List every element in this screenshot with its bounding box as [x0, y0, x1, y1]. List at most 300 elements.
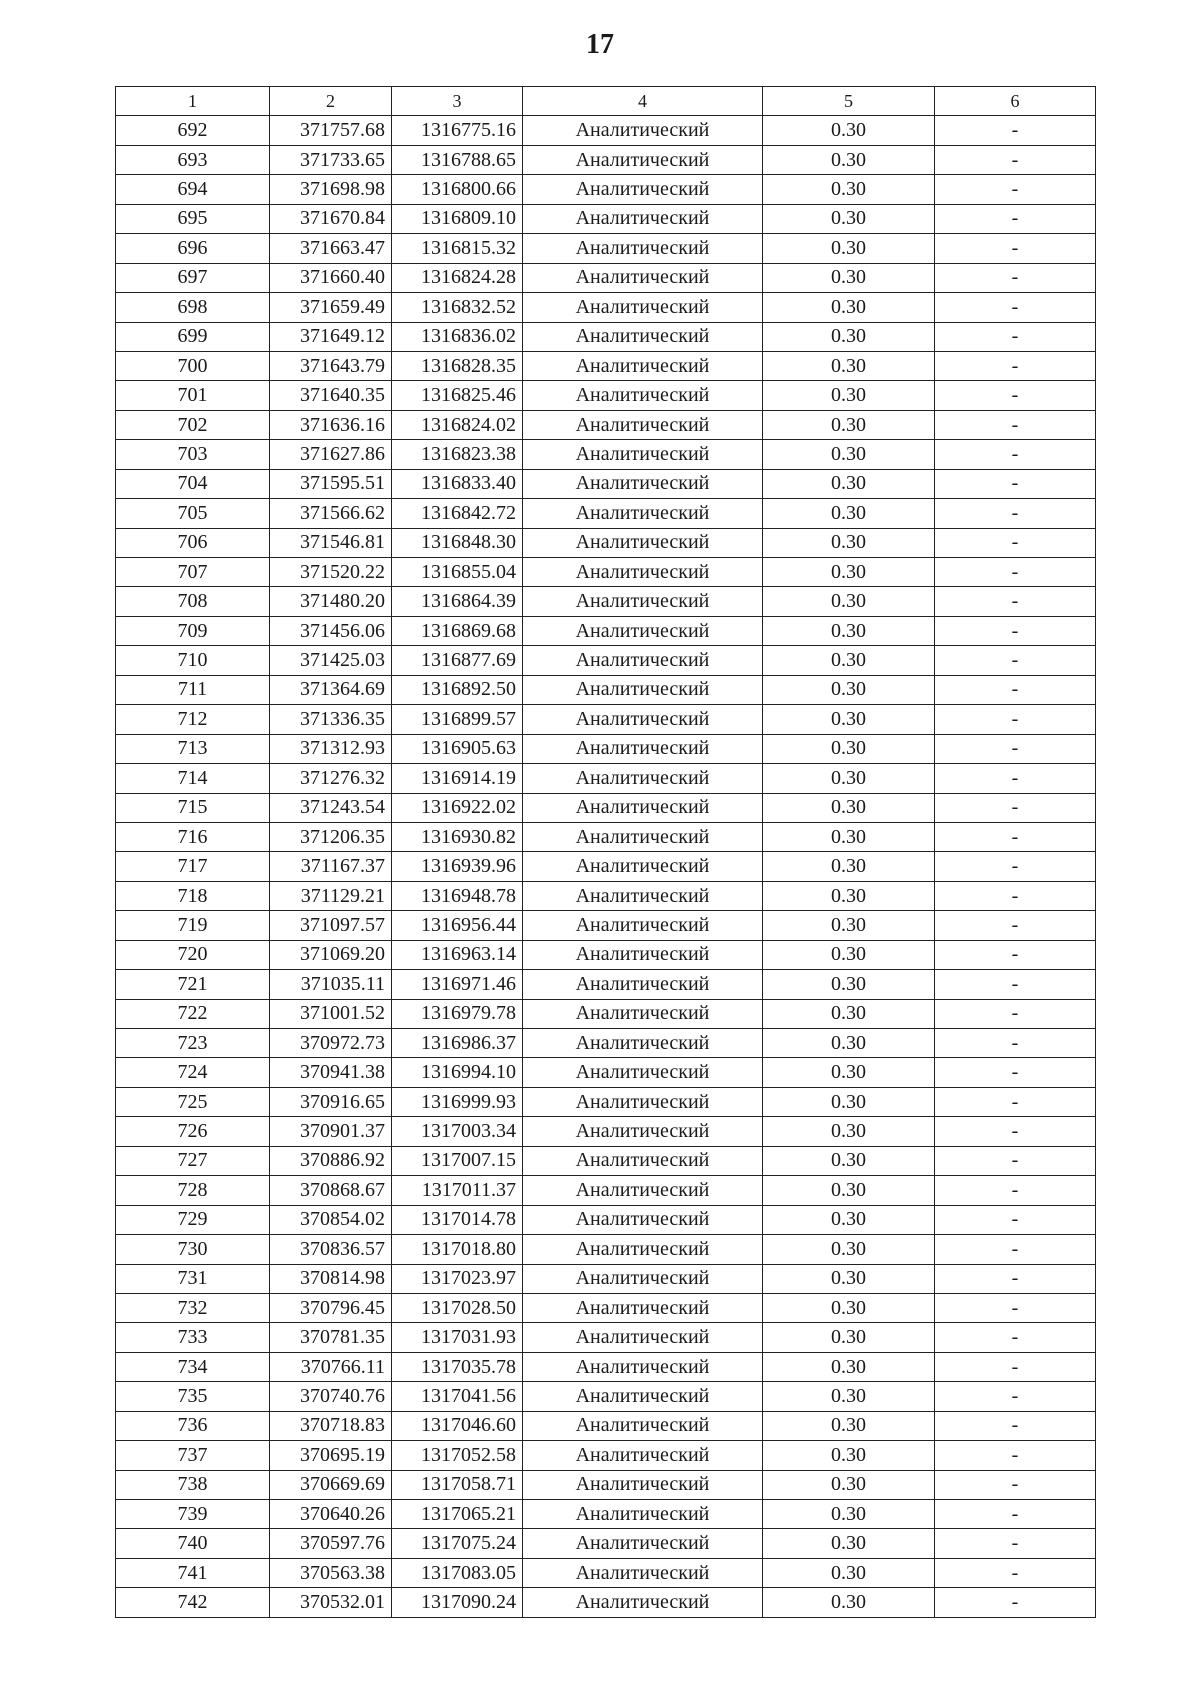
- table-row: [116, 852, 1096, 881]
- cell-x-coordinate: 371659.49: [270, 293, 392, 322]
- cell-point-number: 699: [116, 322, 270, 351]
- page-number: 17: [586, 29, 614, 60]
- table-row: [116, 1352, 1096, 1381]
- cell-y-coordinate: 1316775.16: [392, 116, 523, 145]
- cell-accuracy: 0.30: [763, 145, 935, 174]
- cell-y-coordinate: 1316971.46: [392, 970, 523, 999]
- cell-y-coordinate: 1316828.35: [392, 351, 523, 380]
- table-row: [116, 263, 1096, 292]
- cell-accuracy: 0.30: [763, 293, 935, 322]
- cell-accuracy: 0.30: [763, 175, 935, 204]
- cell-point-number: 730: [116, 1235, 270, 1264]
- cell-x-coordinate: 371660.40: [270, 263, 392, 292]
- cell-point-number: 721: [116, 970, 270, 999]
- cell-x-coordinate: 371627.86: [270, 440, 392, 469]
- table-row: [116, 1293, 1096, 1322]
- table-row: [116, 381, 1096, 410]
- cell-accuracy: 0.30: [763, 793, 935, 822]
- table-row: [116, 1264, 1096, 1293]
- cell-x-coordinate: 370781.35: [270, 1323, 392, 1352]
- cell-point-number: 706: [116, 528, 270, 557]
- table-row: [116, 675, 1096, 704]
- cell-note: -: [935, 587, 1096, 616]
- cell-method: Аналитический: [523, 1529, 763, 1558]
- cell-x-coordinate: 370814.98: [270, 1264, 392, 1293]
- cell-note: -: [935, 528, 1096, 557]
- cell-point-number: 701: [116, 381, 270, 410]
- cell-point-number: 702: [116, 410, 270, 439]
- header-cell-4: 4: [523, 87, 763, 116]
- cell-point-number: 698: [116, 293, 270, 322]
- cell-method: Аналитический: [523, 1176, 763, 1205]
- cell-accuracy: 0.30: [763, 499, 935, 528]
- cell-accuracy: 0.30: [763, 1588, 935, 1617]
- cell-x-coordinate: 371035.11: [270, 970, 392, 999]
- cell-method: Аналитический: [523, 1029, 763, 1058]
- cell-y-coordinate: 1316914.19: [392, 764, 523, 793]
- cell-note: -: [935, 1323, 1096, 1352]
- cell-x-coordinate: 370563.38: [270, 1558, 392, 1587]
- cell-note: -: [935, 852, 1096, 881]
- cell-x-coordinate: 371276.32: [270, 764, 392, 793]
- cell-method: Аналитический: [523, 1500, 763, 1529]
- table-row: [116, 410, 1096, 439]
- cell-accuracy: 0.30: [763, 1293, 935, 1322]
- cell-y-coordinate: 1316788.65: [392, 145, 523, 174]
- cell-y-coordinate: 1316823.38: [392, 440, 523, 469]
- table-row: [116, 1441, 1096, 1470]
- table-row: [116, 116, 1096, 145]
- cell-note: -: [935, 940, 1096, 969]
- cell-y-coordinate: 1316832.52: [392, 293, 523, 322]
- cell-y-coordinate: 1316986.37: [392, 1029, 523, 1058]
- cell-accuracy: 0.30: [763, 410, 935, 439]
- cell-point-number: 715: [116, 793, 270, 822]
- table-row: [116, 1087, 1096, 1116]
- cell-method: Аналитический: [523, 646, 763, 675]
- cell-point-number: 740: [116, 1529, 270, 1558]
- cell-note: -: [935, 263, 1096, 292]
- cell-method: Аналитический: [523, 793, 763, 822]
- cell-x-coordinate: 371757.68: [270, 116, 392, 145]
- cell-point-number: 696: [116, 234, 270, 263]
- table-row: [116, 587, 1096, 616]
- cell-x-coordinate: 371636.16: [270, 410, 392, 439]
- cell-point-number: 732: [116, 1293, 270, 1322]
- cell-note: -: [935, 881, 1096, 910]
- cell-note: -: [935, 822, 1096, 851]
- cell-accuracy: 0.30: [763, 1117, 935, 1146]
- cell-note: -: [935, 1293, 1096, 1322]
- cell-y-coordinate: 1316864.39: [392, 587, 523, 616]
- cell-y-coordinate: 1316948.78: [392, 881, 523, 910]
- cell-point-number: 718: [116, 881, 270, 910]
- cell-accuracy: 0.30: [763, 1352, 935, 1381]
- cell-x-coordinate: 370669.69: [270, 1470, 392, 1499]
- cell-note: -: [935, 499, 1096, 528]
- cell-x-coordinate: 371243.54: [270, 793, 392, 822]
- cell-note: -: [935, 381, 1096, 410]
- cell-method: Аналитический: [523, 410, 763, 439]
- cell-accuracy: 0.30: [763, 1058, 935, 1087]
- cell-accuracy: 0.30: [763, 558, 935, 587]
- cell-x-coordinate: 370854.02: [270, 1205, 392, 1234]
- cell-accuracy: 0.30: [763, 734, 935, 763]
- cell-point-number: 714: [116, 764, 270, 793]
- cell-note: -: [935, 1470, 1096, 1499]
- cell-y-coordinate: 1317083.05: [392, 1558, 523, 1587]
- table-row: [116, 940, 1096, 969]
- table-row: [116, 1205, 1096, 1234]
- cell-method: Аналитический: [523, 175, 763, 204]
- table-row: [116, 881, 1096, 910]
- cell-point-number: 708: [116, 587, 270, 616]
- cell-y-coordinate: 1316825.46: [392, 381, 523, 410]
- cell-method: Аналитический: [523, 351, 763, 380]
- cell-method: Аналитический: [523, 1323, 763, 1352]
- table-row: [116, 558, 1096, 587]
- cell-point-number: 720: [116, 940, 270, 969]
- cell-note: -: [935, 705, 1096, 734]
- cell-accuracy: 0.30: [763, 1264, 935, 1293]
- cell-note: -: [935, 1529, 1096, 1558]
- cell-accuracy: 0.30: [763, 587, 935, 616]
- cell-note: -: [935, 999, 1096, 1028]
- cell-x-coordinate: 371640.35: [270, 381, 392, 410]
- cell-y-coordinate: 1317090.24: [392, 1588, 523, 1617]
- cell-accuracy: 0.30: [763, 822, 935, 851]
- cell-method: Аналитический: [523, 999, 763, 1028]
- cell-point-number: 694: [116, 175, 270, 204]
- cell-method: Аналитический: [523, 440, 763, 469]
- cell-method: Аналитический: [523, 204, 763, 233]
- cell-method: Аналитический: [523, 1235, 763, 1264]
- cell-method: Аналитический: [523, 1264, 763, 1293]
- cell-point-number: 729: [116, 1205, 270, 1234]
- cell-y-coordinate: 1317023.97: [392, 1264, 523, 1293]
- cell-note: -: [935, 646, 1096, 675]
- cell-y-coordinate: 1316869.68: [392, 616, 523, 645]
- cell-y-coordinate: 1317035.78: [392, 1352, 523, 1381]
- cell-y-coordinate: 1317075.24: [392, 1529, 523, 1558]
- cell-point-number: 734: [116, 1352, 270, 1381]
- cell-accuracy: 0.30: [763, 1470, 935, 1499]
- cell-method: Аналитический: [523, 1205, 763, 1234]
- cell-x-coordinate: 371167.37: [270, 852, 392, 881]
- cell-method: Аналитический: [523, 1352, 763, 1381]
- header-cell-1: 1: [116, 87, 270, 116]
- cell-accuracy: 0.30: [763, 1441, 935, 1470]
- cell-point-number: 711: [116, 675, 270, 704]
- cell-point-number: 719: [116, 911, 270, 940]
- cell-y-coordinate: 1316999.93: [392, 1087, 523, 1116]
- cell-y-coordinate: 1316994.10: [392, 1058, 523, 1087]
- cell-accuracy: 0.30: [763, 469, 935, 498]
- cell-point-number: 716: [116, 822, 270, 851]
- table-row: [116, 1176, 1096, 1205]
- cell-method: Аналитический: [523, 822, 763, 851]
- cell-x-coordinate: 370868.67: [270, 1176, 392, 1205]
- cell-point-number: 717: [116, 852, 270, 881]
- table-row: [116, 1382, 1096, 1411]
- table-row: [116, 646, 1096, 675]
- cell-x-coordinate: 371480.20: [270, 587, 392, 616]
- cell-x-coordinate: 371001.52: [270, 999, 392, 1028]
- table-header: [116, 87, 1096, 116]
- cell-x-coordinate: 370640.26: [270, 1500, 392, 1529]
- cell-y-coordinate: 1316963.14: [392, 940, 523, 969]
- cell-point-number: 712: [116, 705, 270, 734]
- cell-accuracy: 0.30: [763, 1323, 935, 1352]
- cell-note: -: [935, 293, 1096, 322]
- cell-y-coordinate: 1316815.32: [392, 234, 523, 263]
- cell-accuracy: 0.30: [763, 1558, 935, 1587]
- cell-x-coordinate: 370597.76: [270, 1529, 392, 1558]
- cell-method: Аналитический: [523, 675, 763, 704]
- cell-point-number: 704: [116, 469, 270, 498]
- table-row: [116, 204, 1096, 233]
- cell-method: Аналитический: [523, 1087, 763, 1116]
- cell-method: Аналитический: [523, 1558, 763, 1587]
- header-cell-6: 6: [935, 87, 1096, 116]
- cell-x-coordinate: 371312.93: [270, 734, 392, 763]
- cell-y-coordinate: 1317014.78: [392, 1205, 523, 1234]
- cell-accuracy: 0.30: [763, 1176, 935, 1205]
- cell-method: Аналитический: [523, 1146, 763, 1175]
- cell-y-coordinate: 1316809.10: [392, 204, 523, 233]
- cell-note: -: [935, 1058, 1096, 1087]
- cell-note: -: [935, 204, 1096, 233]
- cell-note: -: [935, 1146, 1096, 1175]
- cell-y-coordinate: 1317058.71: [392, 1470, 523, 1499]
- cell-point-number: 727: [116, 1146, 270, 1175]
- cell-point-number: 707: [116, 558, 270, 587]
- cell-point-number: 733: [116, 1323, 270, 1352]
- cell-accuracy: 0.30: [763, 381, 935, 410]
- cell-y-coordinate: 1317007.15: [392, 1146, 523, 1175]
- cell-point-number: 693: [116, 145, 270, 174]
- cell-note: -: [935, 970, 1096, 999]
- cell-y-coordinate: 1316892.50: [392, 675, 523, 704]
- header-cell-2: 2: [270, 87, 392, 116]
- cell-x-coordinate: 371546.81: [270, 528, 392, 557]
- cell-accuracy: 0.30: [763, 616, 935, 645]
- cell-note: -: [935, 1235, 1096, 1264]
- cell-note: -: [935, 1087, 1096, 1116]
- cell-y-coordinate: 1317011.37: [392, 1176, 523, 1205]
- cell-y-coordinate: 1316800.66: [392, 175, 523, 204]
- cell-point-number: 736: [116, 1411, 270, 1440]
- cell-x-coordinate: 370886.92: [270, 1146, 392, 1175]
- cell-point-number: 742: [116, 1588, 270, 1617]
- cell-accuracy: 0.30: [763, 1146, 935, 1175]
- cell-y-coordinate: 1316877.69: [392, 646, 523, 675]
- table-row: [116, 293, 1096, 322]
- cell-y-coordinate: 1316833.40: [392, 469, 523, 498]
- cell-accuracy: 0.30: [763, 646, 935, 675]
- cell-point-number: 726: [116, 1117, 270, 1146]
- cell-y-coordinate: 1316855.04: [392, 558, 523, 587]
- table-row: [116, 1235, 1096, 1264]
- cell-x-coordinate: 371670.84: [270, 204, 392, 233]
- cell-x-coordinate: 370941.38: [270, 1058, 392, 1087]
- cell-accuracy: 0.30: [763, 940, 935, 969]
- cell-note: -: [935, 1205, 1096, 1234]
- cell-accuracy: 0.30: [763, 999, 935, 1028]
- cell-x-coordinate: 371733.65: [270, 145, 392, 174]
- header-cell-3: 3: [392, 87, 523, 116]
- cell-x-coordinate: 370695.19: [270, 1441, 392, 1470]
- cell-x-coordinate: 371649.12: [270, 322, 392, 351]
- cell-point-number: 737: [116, 1441, 270, 1470]
- cell-accuracy: 0.30: [763, 1029, 935, 1058]
- cell-y-coordinate: 1316922.02: [392, 793, 523, 822]
- cell-y-coordinate: 1316842.72: [392, 499, 523, 528]
- table-row: [116, 499, 1096, 528]
- cell-method: Аналитический: [523, 1382, 763, 1411]
- cell-y-coordinate: 1317041.56: [392, 1382, 523, 1411]
- cell-method: Аналитический: [523, 1588, 763, 1617]
- cell-accuracy: 0.30: [763, 440, 935, 469]
- cell-x-coordinate: 371643.79: [270, 351, 392, 380]
- cell-method: Аналитический: [523, 881, 763, 910]
- cell-accuracy: 0.30: [763, 852, 935, 881]
- table-row: [116, 351, 1096, 380]
- cell-x-coordinate: 370796.45: [270, 1293, 392, 1322]
- cell-accuracy: 0.30: [763, 528, 935, 557]
- cell-accuracy: 0.30: [763, 351, 935, 380]
- cell-point-number: 731: [116, 1264, 270, 1293]
- cell-accuracy: 0.30: [763, 1087, 935, 1116]
- table-row: [116, 1558, 1096, 1587]
- cell-x-coordinate: 371520.22: [270, 558, 392, 587]
- cell-accuracy: 0.30: [763, 1500, 935, 1529]
- cell-note: -: [935, 764, 1096, 793]
- cell-x-coordinate: 371129.21: [270, 881, 392, 910]
- table-row: [116, 999, 1096, 1028]
- table-body: [116, 116, 1096, 1617]
- cell-method: Аналитический: [523, 116, 763, 145]
- table-row: [116, 1529, 1096, 1558]
- cell-point-number: 722: [116, 999, 270, 1028]
- cell-note: -: [935, 351, 1096, 380]
- cell-point-number: 697: [116, 263, 270, 292]
- cell-note: -: [935, 616, 1096, 645]
- cell-accuracy: 0.30: [763, 911, 935, 940]
- cell-y-coordinate: 1316905.63: [392, 734, 523, 763]
- cell-x-coordinate: 371206.35: [270, 822, 392, 851]
- cell-x-coordinate: 371663.47: [270, 234, 392, 263]
- cell-x-coordinate: 371069.20: [270, 940, 392, 969]
- cell-x-coordinate: 371097.57: [270, 911, 392, 940]
- header-cell-5: 5: [763, 87, 935, 116]
- table-row: [116, 528, 1096, 557]
- cell-method: Аналитический: [523, 1293, 763, 1322]
- cell-x-coordinate: 370740.76: [270, 1382, 392, 1411]
- cell-y-coordinate: 1316824.02: [392, 410, 523, 439]
- cell-accuracy: 0.30: [763, 764, 935, 793]
- cell-y-coordinate: 1316824.28: [392, 263, 523, 292]
- cell-note: -: [935, 1029, 1096, 1058]
- table-row: [116, 970, 1096, 999]
- cell-method: Аналитический: [523, 469, 763, 498]
- cell-point-number: 700: [116, 351, 270, 380]
- table-row: [116, 616, 1096, 645]
- cell-note: -: [935, 1588, 1096, 1617]
- cell-method: Аналитический: [523, 587, 763, 616]
- cell-y-coordinate: 1317052.58: [392, 1441, 523, 1470]
- cell-point-number: 705: [116, 499, 270, 528]
- cell-method: Аналитический: [523, 234, 763, 263]
- cell-x-coordinate: 370836.57: [270, 1235, 392, 1264]
- cell-method: Аналитический: [523, 911, 763, 940]
- cell-note: -: [935, 322, 1096, 351]
- table-row: [116, 911, 1096, 940]
- cell-y-coordinate: 1316956.44: [392, 911, 523, 940]
- table-row: [116, 1470, 1096, 1499]
- cell-point-number: 692: [116, 116, 270, 145]
- cell-point-number: 728: [116, 1176, 270, 1205]
- table-row: [116, 764, 1096, 793]
- cell-method: Аналитический: [523, 381, 763, 410]
- table-row: [116, 440, 1096, 469]
- cell-y-coordinate: 1316836.02: [392, 322, 523, 351]
- cell-y-coordinate: 1317003.34: [392, 1117, 523, 1146]
- cell-note: -: [935, 734, 1096, 763]
- cell-accuracy: 0.30: [763, 263, 935, 292]
- cell-point-number: 739: [116, 1500, 270, 1529]
- cell-note: -: [935, 1558, 1096, 1587]
- cell-accuracy: 0.30: [763, 1411, 935, 1440]
- cell-method: Аналитический: [523, 145, 763, 174]
- coordinates-table: [115, 86, 1096, 1618]
- cell-point-number: 741: [116, 1558, 270, 1587]
- cell-y-coordinate: 1317046.60: [392, 1411, 523, 1440]
- cell-accuracy: 0.30: [763, 675, 935, 704]
- table-row: [116, 469, 1096, 498]
- cell-note: -: [935, 558, 1096, 587]
- table-row: [116, 175, 1096, 204]
- cell-note: -: [935, 793, 1096, 822]
- cell-y-coordinate: 1317018.80: [392, 1235, 523, 1264]
- table-row: [116, 1117, 1096, 1146]
- cell-note: -: [935, 410, 1096, 439]
- cell-accuracy: 0.30: [763, 1205, 935, 1234]
- cell-method: Аналитический: [523, 528, 763, 557]
- cell-accuracy: 0.30: [763, 881, 935, 910]
- cell-method: Аналитический: [523, 705, 763, 734]
- cell-accuracy: 0.30: [763, 1235, 935, 1264]
- cell-accuracy: 0.30: [763, 204, 935, 233]
- cell-method: Аналитический: [523, 970, 763, 999]
- cell-y-coordinate: 1317031.93: [392, 1323, 523, 1352]
- table-row: [116, 234, 1096, 263]
- cell-point-number: 738: [116, 1470, 270, 1499]
- cell-note: -: [935, 1382, 1096, 1411]
- cell-method: Аналитический: [523, 558, 763, 587]
- cell-y-coordinate: 1316930.82: [392, 822, 523, 851]
- cell-point-number: 710: [116, 646, 270, 675]
- cell-x-coordinate: 370972.73: [270, 1029, 392, 1058]
- cell-accuracy: 0.30: [763, 1382, 935, 1411]
- cell-x-coordinate: 371456.06: [270, 616, 392, 645]
- table-row: [116, 793, 1096, 822]
- cell-point-number: 695: [116, 204, 270, 233]
- cell-x-coordinate: 370916.65: [270, 1087, 392, 1116]
- cell-note: -: [935, 1500, 1096, 1529]
- cell-method: Аналитический: [523, 499, 763, 528]
- table-row: [116, 1058, 1096, 1087]
